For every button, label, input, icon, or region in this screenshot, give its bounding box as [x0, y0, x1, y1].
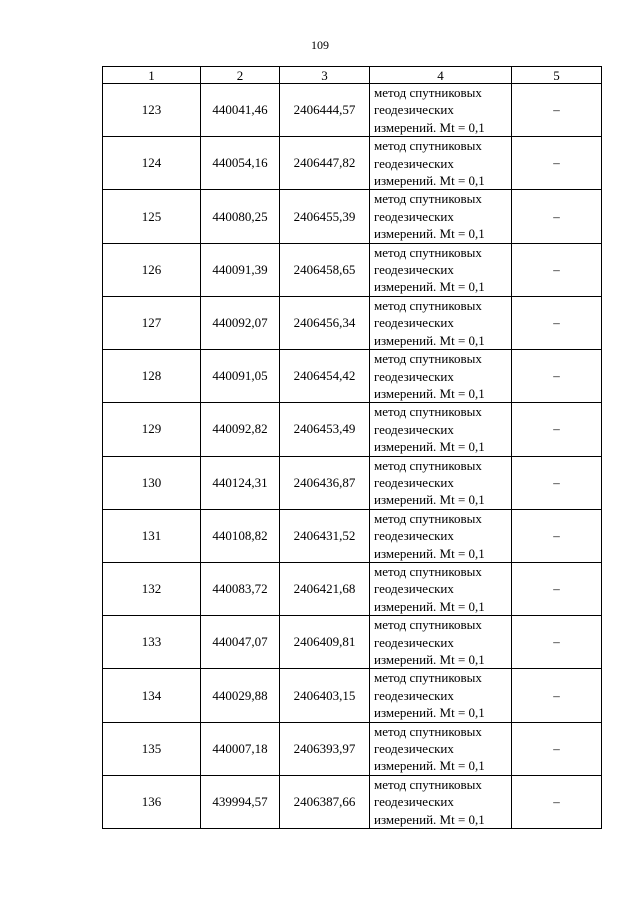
method-description: метод спутниковых геодезических измерений. Mt = 0,1	[370, 775, 512, 828]
method-description: метод спутниковых геодезических измерений. Mt = 0,1	[370, 84, 512, 137]
coord-y: 2406444,57	[280, 84, 370, 137]
method-description: метод спутниковых геодезических измерений. Mt = 0,1	[370, 296, 512, 349]
header-col-1: 1	[103, 67, 201, 84]
note: –	[512, 669, 602, 722]
note: –	[512, 509, 602, 562]
method-description: метод спутниковых геодезических измерений. Mt = 0,1	[370, 350, 512, 403]
method-description: метод спутниковых геодезических измерений. Mt = 0,1	[370, 722, 512, 775]
coord-y: 2406431,52	[280, 509, 370, 562]
coord-x: 439994,57	[201, 775, 280, 828]
note: –	[512, 296, 602, 349]
table-row	[103, 509, 602, 562]
table-row	[103, 456, 602, 509]
table-row	[103, 403, 602, 456]
note: –	[512, 562, 602, 615]
table-row	[103, 775, 602, 828]
coord-x: 440124,31	[201, 456, 280, 509]
note: –	[512, 350, 602, 403]
header-row	[103, 67, 602, 84]
note: –	[512, 137, 602, 190]
note: –	[512, 722, 602, 775]
note: –	[512, 243, 602, 296]
coord-y: 2406447,82	[280, 137, 370, 190]
coord-x: 440047,07	[201, 616, 280, 669]
point-number: 132	[103, 562, 201, 615]
point-number: 124	[103, 137, 201, 190]
method-description: метод спутниковых геодезических измерений. Mt = 0,1	[370, 669, 512, 722]
note: –	[512, 456, 602, 509]
coord-y: 2406458,65	[280, 243, 370, 296]
table-row	[103, 296, 602, 349]
coord-y: 2406421,68	[280, 562, 370, 615]
header-col-5: 5	[512, 67, 602, 84]
coord-y: 2406436,87	[280, 456, 370, 509]
note: –	[512, 190, 602, 243]
point-number: 131	[103, 509, 201, 562]
header-col-4: 4	[370, 67, 512, 84]
coord-y: 2406403,15	[280, 669, 370, 722]
table-row	[103, 243, 602, 296]
method-description: метод спутниковых геодезических измерений. Mt = 0,1	[370, 243, 512, 296]
coord-y: 2406393,97	[280, 722, 370, 775]
point-number: 136	[103, 775, 201, 828]
point-number: 125	[103, 190, 201, 243]
coord-y: 2406387,66	[280, 775, 370, 828]
table-row	[103, 350, 602, 403]
coord-x: 440091,39	[201, 243, 280, 296]
table-row	[103, 616, 602, 669]
point-number: 123	[103, 84, 201, 137]
point-number: 130	[103, 456, 201, 509]
method-description: метод спутниковых геодезических измерений. Mt = 0,1	[370, 562, 512, 615]
coord-x: 440080,25	[201, 190, 280, 243]
table-header	[103, 67, 602, 84]
coord-x: 440041,46	[201, 84, 280, 137]
note: –	[512, 84, 602, 137]
point-number: 129	[103, 403, 201, 456]
point-number: 127	[103, 296, 201, 349]
coord-y: 2406409,81	[280, 616, 370, 669]
coord-y: 2406454,42	[280, 350, 370, 403]
table-row	[103, 562, 602, 615]
table-body	[103, 84, 602, 829]
point-number: 126	[103, 243, 201, 296]
page-number: 109	[311, 38, 329, 52]
table-row	[103, 722, 602, 775]
header-col-3: 3	[280, 67, 370, 84]
note: –	[512, 775, 602, 828]
coord-y: 2406453,49	[280, 403, 370, 456]
header-col-2: 2	[201, 67, 280, 84]
method-description: метод спутниковых геодезических измерений. Mt = 0,1	[370, 509, 512, 562]
coord-x: 440083,72	[201, 562, 280, 615]
table-row	[103, 669, 602, 722]
coord-x: 440108,82	[201, 509, 280, 562]
point-number: 128	[103, 350, 201, 403]
coord-x: 440091,05	[201, 350, 280, 403]
method-description: метод спутниковых геодезических измерений. Mt = 0,1	[370, 456, 512, 509]
table-row	[103, 137, 602, 190]
method-description: метод спутниковых геодезических измерений. Mt = 0,1	[370, 616, 512, 669]
point-number: 135	[103, 722, 201, 775]
note: –	[512, 403, 602, 456]
coordinates-table	[102, 66, 602, 829]
coord-x: 440007,18	[201, 722, 280, 775]
method-description: метод спутниковых геодезических измерений. Mt = 0,1	[370, 190, 512, 243]
coord-x: 440092,82	[201, 403, 280, 456]
coord-y: 2406456,34	[280, 296, 370, 349]
table-row	[103, 190, 602, 243]
note: –	[512, 616, 602, 669]
point-number: 133	[103, 616, 201, 669]
method-description: метод спутниковых геодезических измерений. Mt = 0,1	[370, 403, 512, 456]
coord-x: 440054,16	[201, 137, 280, 190]
table-row	[103, 84, 602, 137]
coord-y: 2406455,39	[280, 190, 370, 243]
point-number: 134	[103, 669, 201, 722]
coord-x: 440092,07	[201, 296, 280, 349]
coord-x: 440029,88	[201, 669, 280, 722]
method-description: метод спутниковых геодезических измерений. Mt = 0,1	[370, 137, 512, 190]
